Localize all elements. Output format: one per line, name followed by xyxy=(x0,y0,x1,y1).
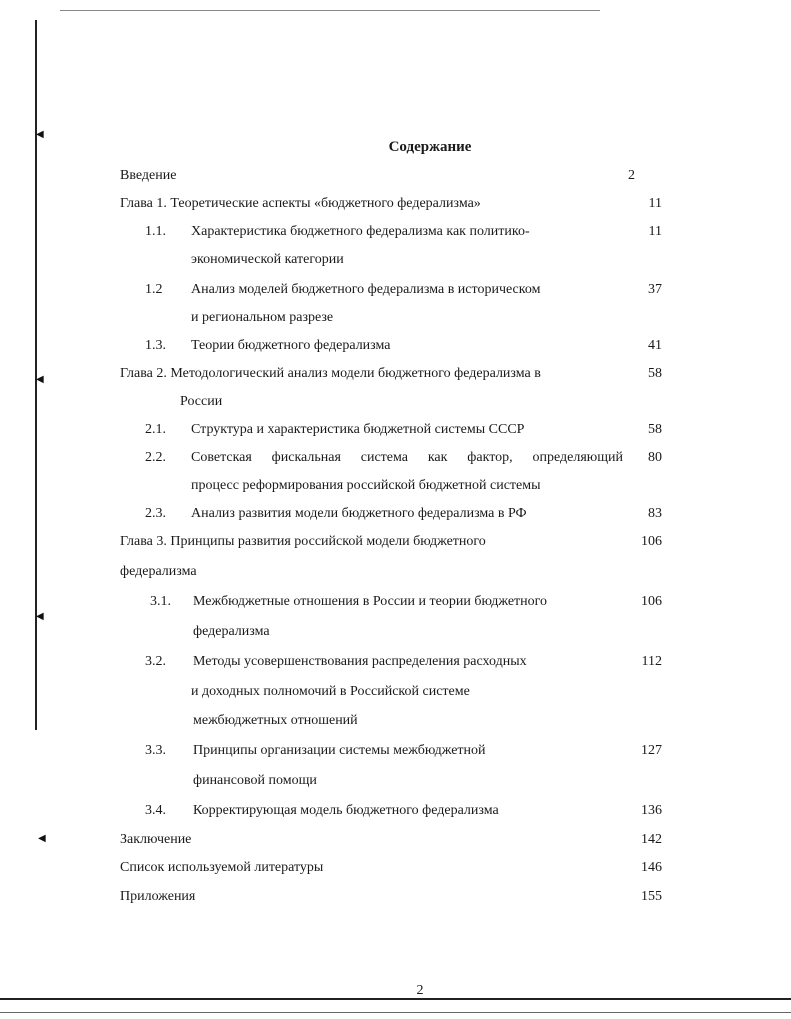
toc-entry-text: федерализма xyxy=(120,564,197,579)
toc-entry-3-4[interactable] xyxy=(145,801,605,821)
toc-entry-text: и региональном разрезе xyxy=(191,310,334,325)
toc-entry-number: 2.1. xyxy=(145,422,166,437)
toc-page-number: 11 xyxy=(648,224,662,239)
toc-entry-chapter-2-cont xyxy=(180,392,480,412)
toc-entry-text: Приложения xyxy=(120,889,196,904)
toc-entry-number: 3.2. xyxy=(145,654,166,669)
toc-entry-text: Теории бюджетного федерализма xyxy=(191,338,391,353)
toc-entry-text: Структура и характеристика бюджетной системы СССР xyxy=(191,422,525,437)
toc-title: Содержание xyxy=(388,139,472,155)
toc-entry-text: Введение xyxy=(120,168,177,183)
toc-page-number: 146 xyxy=(641,860,662,875)
toc-page-number: 11 xyxy=(648,196,662,211)
toc-entry-1-2[interactable] xyxy=(145,280,600,300)
toc-entry-text: Методы усовершенствования распределения расходных xyxy=(193,654,527,669)
scan-arrow-mark: ◀ xyxy=(36,129,44,140)
toc-entry-3-3-cont xyxy=(193,771,493,791)
toc-entry-number: 3.4. xyxy=(145,803,166,818)
toc-page-number: 142 xyxy=(641,832,662,847)
scan-arrow-mark: ◀ xyxy=(36,611,44,622)
toc-entry-text: Заключение xyxy=(120,832,192,847)
toc-entry-number: 3.1. xyxy=(150,594,171,609)
toc-page-number: 136 xyxy=(641,803,662,818)
toc-page-number: 106 xyxy=(641,534,662,549)
toc-entry-text: Корректирующая модель бюджетного федерализма xyxy=(193,803,499,818)
toc-entry-2-2[interactable] xyxy=(145,448,625,468)
toc-page-number: 58 xyxy=(648,366,662,381)
toc-entry-text: федерализма xyxy=(193,624,270,639)
toc-entry-2-1[interactable] xyxy=(145,420,600,440)
toc-entry-text: Анализ моделей бюджетного федерализма в историческом xyxy=(191,282,541,297)
toc-entry-text: Принципы организации системы межбюджетной xyxy=(193,743,486,758)
toc-entry-number: 2.2. xyxy=(145,450,166,465)
scan-arrow-mark: ◀ xyxy=(36,374,44,385)
toc-page-number: 58 xyxy=(648,422,662,437)
toc-page-number: 37 xyxy=(648,282,662,297)
toc-entry-3-2-cont-2 xyxy=(193,711,593,731)
toc-entry-1-1[interactable] xyxy=(145,222,600,242)
toc-page-number: 83 xyxy=(648,506,662,521)
toc-entry-1-1-cont xyxy=(191,250,591,270)
toc-entry-text: экономической категории xyxy=(191,252,344,267)
toc-entry-chapter-1[interactable] xyxy=(120,194,600,214)
toc-entry-chapter-3-cont xyxy=(120,562,420,582)
toc-entry-text: Глава 1. Теоретические аспекты «бюджетного федерализма» xyxy=(120,196,481,211)
scan-bottom-edge-line-2 xyxy=(0,1012,791,1013)
toc-entry-2-2-cont xyxy=(191,476,611,496)
toc-entry-text: России xyxy=(180,394,223,409)
toc-page-number: 106 xyxy=(641,594,662,609)
toc-entry-text: Межбюджетные отношения в России и теории бюджетного xyxy=(193,594,548,609)
toc-entry-text: Анализ развития модели бюджетного федерализма в РФ xyxy=(191,506,527,521)
toc-page-number: 80 xyxy=(648,450,662,465)
toc-entry-3-2-cont xyxy=(191,682,591,702)
scan-top-edge-line xyxy=(60,10,600,11)
toc-page-number: 155 xyxy=(641,889,662,904)
toc-entry-3-1-cont xyxy=(193,622,493,642)
toc-entry-number: 2.3. xyxy=(145,506,166,521)
page-number: 2 xyxy=(416,983,424,998)
scan-arrow-mark: ◀ xyxy=(38,833,46,844)
toc-page-number: 112 xyxy=(641,654,662,669)
toc-entry-number: 1.2 xyxy=(145,282,163,297)
toc-entry-appendices[interactable] xyxy=(120,887,520,907)
toc-entry-text: финансовой помощи xyxy=(193,773,317,788)
toc-entry-2-3[interactable] xyxy=(145,504,600,524)
toc-entry-3-1[interactable] xyxy=(150,592,610,612)
toc-entry-text: Советская фискальная система как фактор, определяющий xyxy=(191,450,623,465)
toc-entry-text: Список используемой литературы xyxy=(120,860,324,875)
toc-entry-chapter-2[interactable] xyxy=(120,364,625,384)
toc-entry-text: межбюджетных отношений xyxy=(193,713,358,728)
toc-entry-conclusion[interactable] xyxy=(120,830,520,850)
toc-entry-text: Характеристика бюджетного федерализма как политико- xyxy=(191,224,530,239)
toc-entry-number: 3.3. xyxy=(145,743,166,758)
toc-entry-text: Глава 3. Принципы развития российской модели бюджетного xyxy=(120,534,486,549)
toc-entry-3-3[interactable] xyxy=(145,741,605,761)
toc-page-number: 41 xyxy=(648,338,662,353)
toc-entry-text: Глава 2. Методологический анализ модели бюджетного федерализма в xyxy=(120,366,541,381)
toc-entry-chapter-3[interactable] xyxy=(120,532,600,552)
toc-entry-1-3[interactable] xyxy=(145,336,600,356)
toc-entry-number: 1.3. xyxy=(145,338,166,353)
toc-entry-text: и доходных полномочий в Российской системе xyxy=(191,684,470,699)
toc-entry-1-2-cont xyxy=(191,308,591,328)
toc-entry-references[interactable] xyxy=(120,858,520,878)
toc-entry-text: процесс реформирования российской бюджетной системы xyxy=(191,478,541,493)
toc-page-number: 2 xyxy=(628,168,635,183)
toc-entry-3-2[interactable] xyxy=(145,652,605,672)
toc-entry-number: 1.1. xyxy=(145,224,166,239)
toc-page-number: 127 xyxy=(641,743,662,758)
toc-entry-introduction[interactable] xyxy=(120,166,600,186)
